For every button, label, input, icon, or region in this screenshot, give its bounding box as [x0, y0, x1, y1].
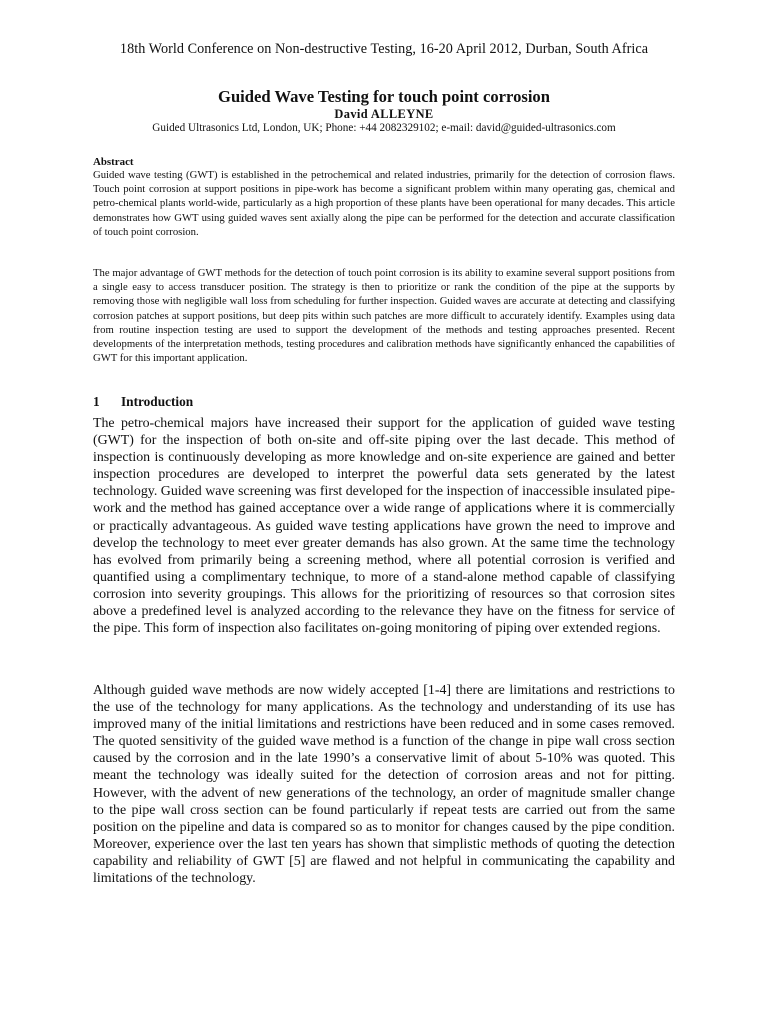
section-heading — [93, 394, 193, 410]
section-title: Introduction — [121, 394, 194, 409]
paper-title: Guided Wave Testing for touch point corrosion — [218, 87, 550, 106]
abstract-paragraph: Guided wave testing (GWT) is established in the petrochemical and related industries, primarily for the detection of corrosion flaws. Touch point corrosion at support positions in pipe-work has become a significant problem within many operating gas, chemical and petro-chemical plants world-wide, particularly as a high proportion of these plants have been operational for many decades. This article demonstrates how GWT using guided waves sent axially along the pipe can be performed for the detection and accurate classification of touch point corrosion. — [93, 169, 675, 238]
section-number: 1 — [93, 394, 100, 409]
abstract-paragraph: The major advantage of GWT methods for the detection of touch point corrosion is its ability to examine several support positions from a single easy to access transducer position. The strategy is then to prioritize or rank the condition of the pipe at the supports by removing those with negligible wall loss from scheduling for further inspection. Guided waves are accurate at detecting and classifying corrosion patches at support positions, but deep pits within such patches are more difficult to accurately identify. Examples using data from routine inspection testing are used to support the development of the methods and testing approaches presented. Recent developments of the interpretation methods, testing procedures and calibration methods have significantly enhanced the capabilities of GWT for this important application. — [93, 267, 675, 365]
abstract-heading: Abstract — [93, 156, 134, 168]
author-affiliation: Guided Ultrasonics Ltd, London, UK; Phone: +44 2082329102; e-mail: david@guided-ultrasonics.com — [152, 122, 616, 134]
body-paragraph: The petro-chemical majors have increased their support for the application of guided wave testing (GWT) for the inspection of both on-site and off-site piping over the last decade. This method of inspection is continuously developing as more knowledge and on-site experience are gained and better inspection procedures are developed to interpret the powerful data sets generated by the latest technology. Guided wave screening was first developed for the inspection of inaccessible insulated pipe-work and the method has gained acceptance over a wide range of applications where it is commercially or practically advantageous. As guided wave testing applications have grown the need to improve and develop the technology to meet ever greater demands has also grown. At the same time the technology has evolved from primarily being a screening method, where all potential corrosion is verified and quantified using a complimentary technique, to more of a stand-alone method capable of classifying corrosion into severity groupings. This allows for the prioritizing of resources so that corrosion sites above a predefined level is analyzed according to the relevance they have on the fitness for service of the pipe. This form of inspection also facilitates on-going monitoring of piping over extended regions. — [93, 416, 675, 637]
paper-author: David ALLEYNE — [334, 107, 434, 121]
conference-header: 18th World Conference on Non-destructive Testing, 16-20 April 2012, Durban, South Africa — [119, 41, 649, 57]
body-paragraph: Although guided wave methods are now widely accepted [1-4] there are limitations and restrictions to the use of the technology for many applications. As the technology and understanding of its use has improved many of the initial limitations and restrictions have been reduced and in some cases removed. The quoted sensitivity of the guided wave method is a function of the change in pipe wall cross section caused by the corrosion and in the late 1990’s a conservative limit of about 5-10% was quoted. This meant the technology was ideally suited for the detection of corrosion areas and not for pitting. However, with the advent of new generations of the technology, an order of magnitude smaller change to the pipe wall cross section can be found particularly if repeat tests are carried out from the same position on the pipeline and data is compared so as to monitor for changes caused by the pipe condition. Moreover, experience over the last ten years has shown that simplistic methods of quoting the detection capability and reliability of GWT [5] are flawed and not helpful in communicating the capability and limitations of the technology. — [93, 683, 675, 887]
